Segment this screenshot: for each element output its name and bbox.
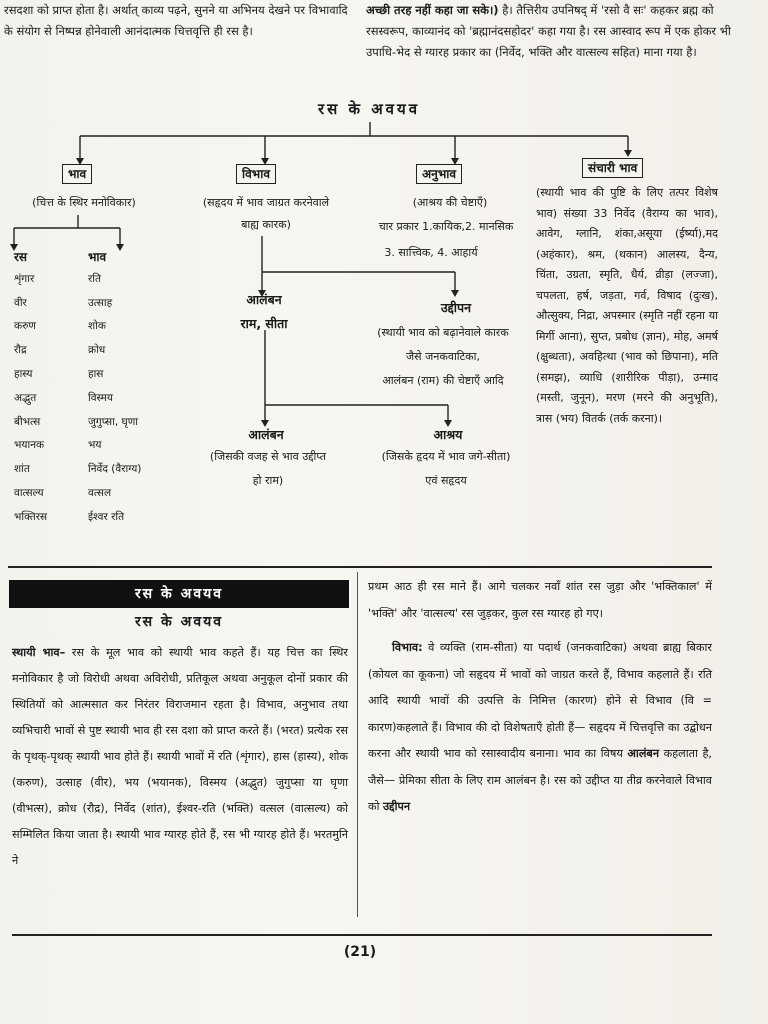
uddipan-desc-2: जैसे जनकवाटिका, (406, 350, 480, 363)
bhav-desc: (चित्त के स्थिर मनोविकार) (32, 196, 136, 209)
rasa-cell: वात्सल्य (14, 486, 44, 499)
vibhav-desc-2: बाह्य कारक) (241, 218, 291, 231)
alamban2-desc-2: हो राम) (252, 474, 284, 487)
bhav-cell: हास (88, 367, 104, 380)
bhav-box: भाव (62, 164, 92, 184)
anubhav-box: अनुभाव (416, 164, 462, 184)
alamban-term: आलंबन (627, 747, 660, 760)
footer-rule (12, 934, 712, 936)
table-row (8, 343, 188, 367)
rasa-cell: वीर (14, 296, 27, 309)
bhav-cell: विस्मय (88, 391, 114, 404)
table-head-bhav: भाव (88, 250, 107, 264)
vibhav-paragraph (368, 635, 712, 821)
alamban2-desc-1: (जिसकी वजह से भाव उद्दीप्त (209, 450, 327, 463)
anubhav-desc-2: चार प्रकार 1.कायिक,2. मानसिक (378, 220, 514, 233)
rasa-cell: हास्य (14, 367, 33, 380)
table-row (8, 296, 188, 320)
sthayi-bhav-text: रस के मूल भाव को स्थायी भाव कहते हैं। यह चित्त का स्थिर मनोविकार है जो विरोधी अथवा अविरोधी, प्रतिकूल अथवा अनुकूल दोनों प्रकार की स्थितियों को आत्मसात कर निरंतर विराजमान रहता है। विभाव, अनुभाव तथा व्यभिचारी भावों से पुष्ट स्थायी भाव ही रस दशा को प्राप्त करते हैं। (भरत) प्रत्येक रस के पृथक्-पृथक् स्थायी भाव होते हैं। स्थायी भावों में रति (शृंगार), हास (हास्य), शोक (करुण), उत्साह (वीर), भय (भयानक), विस्मय (अद्भुत) जुगुप्सा या घृणा (वीभत्स), क्रोध (रौद्र), निर्वेद (शांत), ईश्वर-रति (भक्ति) वत्सल (वात्सल्य) को सम्मिलित किया जाता है। स्थायी भाव ग्यारह होते हैं, रस भी ग्यारह होते हैं। भरतमुनि ने (12, 646, 348, 867)
rasa-cell: बीभत्स (14, 415, 41, 428)
alamban2-label: आलंबन (248, 427, 284, 442)
bhav-cell: उत्साह (88, 296, 113, 309)
vibhav-text-1: वे व्यक्ति (राम-सीता) या पदार्थ (जनकवाटिका) अथवा ब्राह्य बिकार (कोयल का कूकना) जो सहृदय में भावों को जाग्रत करते हैं, विभाव कहलाते हैं। रति आदि स्थायी भावों की उत्पत्ति के निमित्त (कारण) होने से विभाव (वि = कारण)कहलाते हैं। विभाव की दो विशेषताएँ होती हैं— सहृदय में चित्तवृत्ति का उद्बोधन करना और स्थायी भाव को रसास्वादीय बनाना। भाव का विषय (368, 641, 712, 760)
table-row (8, 319, 188, 343)
bhav-cell: ईश्वर रति (88, 510, 125, 523)
top-right-bold: अच्छी तरह नहीं कहा जा सके।) (366, 3, 499, 17)
section-subheading: रस के अवयव (134, 614, 224, 630)
table-row (8, 438, 188, 462)
column-divider (357, 572, 358, 917)
top-left-paragraph: रसदशा को प्राप्त होता है। अर्थात् काव्य पढ़ने, सुनने या अभिनय देखने पर विभावादि के संयोग से निष्पन्न होनेवाली आनंदात्मक चित्तवृत्ति ही रस है। (4, 3, 348, 38)
table-row (8, 510, 188, 534)
rasa-cell: शांत (14, 463, 30, 476)
page-number: (21) (343, 944, 377, 960)
sthayi-bhav-term: स्थायी भाव– (12, 646, 66, 659)
uddipan-term: उद्दीपन (383, 800, 411, 813)
vibhav-text-2: कहलाता है, जैसे— प्रेमिका सीता के लिए राम आलंबन है। रस को उद्दीप्त या तीव्र करनेवाले विभाव को (368, 747, 712, 813)
vibhav-term: विभाव: (392, 641, 423, 654)
right-column-text (368, 574, 712, 821)
bhav-cell: वत्सल (88, 486, 112, 499)
table-row (8, 415, 188, 439)
rasa-cell: भयानक (14, 439, 45, 452)
ashray-desc-2: एवं सहृदय (425, 474, 467, 487)
sanchari-box: संचारी भाव (582, 158, 643, 178)
bhav-cell: निर्वेद (वैराग्य) (88, 463, 142, 476)
table-header (8, 248, 188, 272)
vibhav-box: विभाव (236, 164, 276, 184)
rasa-cell: शृंगार (14, 272, 35, 285)
vibhav-desc-1: (सहृदय में भाव जाग्रत करनेवाले (202, 196, 330, 209)
section-divider (8, 566, 712, 568)
rasa-count-paragraph: प्रथम आठ ही रस माने हैं। आगे चलकर नवाँ शांत रस जुड़ा और 'भक्तिकाल' में 'भक्ति' और 'वात्सल्य' रस जुड़कर, कुल रस ग्यारह हो गए। (368, 580, 712, 620)
bhav-cell: क्रोध (88, 344, 106, 357)
table-row (8, 486, 188, 510)
ashray-label: आश्रय (433, 427, 463, 442)
bhav-cell: रति (88, 272, 101, 285)
bhav-cell: भय (88, 439, 102, 452)
ashray-desc-1: (जिसके हृदय में भाव जगे-सीता) (381, 450, 511, 463)
uddipan-label: उद्दीपन (440, 300, 472, 315)
table-row (8, 367, 188, 391)
anubhav-desc-1: (आश्रय की चेष्टाएँ) (412, 196, 488, 209)
rasa-cell: करुण (14, 320, 36, 333)
bhav-cell: शोक (88, 320, 106, 333)
table-row (8, 462, 188, 486)
sanchari-desc: (स्थायी भाव की पुष्टि के लिए तत्पर विशेष भाव) संख्या 33 निर्वेद (वैराग्य का भाव), आवेग, ग्लानि, शंका,असूया (ईर्ष्या),मद (अहंकार), श्रम, (थकान) आलस्य, दैन्य, चिंता, उग्रता, स्मृति, धैर्य, व्रीड़ा (लज्जा), चपलता, हर्ष, जड़ता, गर्व, विषाद (दुःख), औत्सुक्य, निद्रा, अपस्मार (स्मृति नहीं रहना या मिर्गी आना), सुप्त, प्रबोध (ज्ञान), मोह, अमर्ष (क्षुब्धता), अवहित्था (भाव को छिपाना), मति (समझ), व्याधि (शारीरिक पीड़ा), उन्माद (मस्ती, जुनून), मरण (मरने की अनुभूति), त्रास (भय) वितर्क (तर्क करना)। (536, 186, 718, 425)
rasa-cell: अद्भुत (14, 391, 37, 404)
table-head-rasa: रस (14, 250, 28, 264)
alamban-label: आलंबन (246, 292, 282, 307)
top-right-text: है। तैत्तिरीय उपनिषद् में 'रसो वै सः' कहकर ब्रह्म को रसस्वरूप, काव्यानंद को 'ब्रह्मानंदसहोदर' कहा गया है। रस आस्वाद रूप में एक होकर भी उपाधि-भेद से ग्यारह प्रकार का (निर्वेद, भक्ति और वात्सल्य सहित) माना गया है। (366, 3, 731, 59)
table-row (8, 391, 188, 415)
uddipan-desc-3: आलंबन (राम) की चेष्टाएँ आदि (382, 374, 504, 387)
alamban-sub: राम, सीता (240, 316, 288, 331)
table-row (8, 272, 188, 296)
rasa-cell: भक्तिरस (14, 510, 48, 523)
section-banner: रस के अवयव (9, 580, 349, 608)
anubhav-desc-3: 3. सात्त्विक, 4. आहार्य (384, 246, 478, 259)
sthayi-bhav-paragraph (12, 640, 348, 874)
uddipan-desc-1: (स्थायी भाव को बढ़ानेवाले कारक (377, 326, 509, 339)
bhav-cell: जुगुप्सा, घृणा (88, 415, 139, 428)
rasa-cell: रौद्र (14, 344, 27, 357)
diagram-title: रस के अवयव (317, 100, 421, 118)
rasa-bhav-table (8, 248, 188, 534)
